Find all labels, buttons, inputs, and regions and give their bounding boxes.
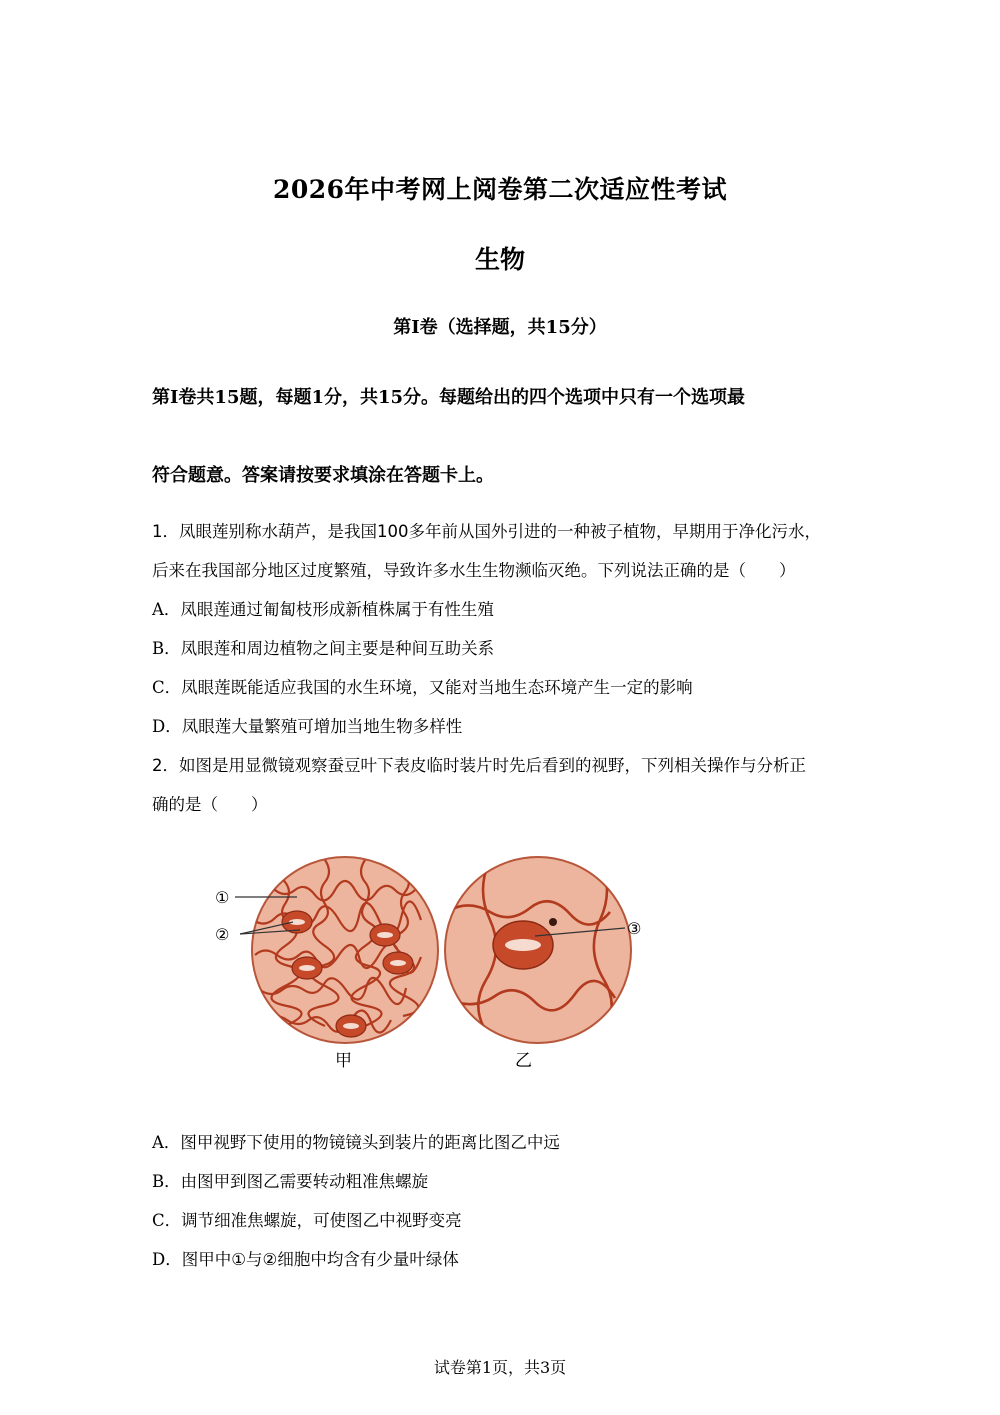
option-text: 凤眼莲大量繁殖可增加当地生物多样性 <box>181 717 463 736</box>
q1-stem-line-2: 后来在我国部分地区过度繁殖，导致许多水生生物濒临灭绝。下列说法正确的是（ ） <box>152 561 796 580</box>
q1-stem-line-1: 1．凤眼莲别称水葫芦，是我国100多年前从国外引进的一种被子植物，早期用于净化污水， <box>152 522 821 541</box>
q1-option-a[interactable] <box>152 596 494 620</box>
q1-option-d[interactable] <box>152 713 462 737</box>
option-label: D． <box>152 1250 182 1269</box>
caption-jia: 甲 <box>335 1051 352 1071</box>
option-label: A． <box>152 600 181 619</box>
option-text: 凤眼莲和周边植物之间主要是种间互助关系 <box>180 639 495 658</box>
field-yi-view <box>445 857 631 1043</box>
label-3: ③ <box>627 919 642 938</box>
label-2: ② <box>215 925 230 944</box>
option-label: B． <box>152 1172 181 1191</box>
microscope-figure <box>205 850 655 1080</box>
option-text: 凤眼莲通过匍匐枝形成新植株属于有性生殖 <box>180 600 494 619</box>
option-text: 图甲视野下使用的物镜镜头到装片的距离比图乙中远 <box>180 1133 560 1152</box>
field-jia-view <box>252 857 438 1043</box>
page-footer: 试卷第1页，共3页 <box>433 1358 567 1377</box>
option-text: 调节细准焦螺旋，可使图乙中视野变亮 <box>181 1211 462 1230</box>
option-text: 图甲中①与②细胞中均含有少量叶绿体 <box>181 1250 459 1269</box>
q2-option-d[interactable] <box>152 1246 459 1270</box>
option-text: 由图甲到图乙需要转动粗准焦螺旋 <box>180 1172 429 1191</box>
q2-option-b[interactable] <box>152 1168 428 1192</box>
option-label: C． <box>152 1211 182 1230</box>
subject-title: 生物 <box>474 245 525 274</box>
q2-stem-line-1: 2．如图是用显微镜观察蚕豆叶下表皮临时装片时先后看到的视野，下列相关操作与分析正 <box>152 756 806 775</box>
option-label: C． <box>152 678 182 697</box>
section-title: 第Ⅰ卷（选择题，共15分） <box>393 317 607 338</box>
instruction-line-2: 符合题意。答案请按要求填涂在答题卡上。 <box>152 465 494 486</box>
option-label: A． <box>152 1133 181 1152</box>
caption-yi: 乙 <box>515 1051 532 1071</box>
option-label: D． <box>152 717 182 736</box>
q2-stem-line-2: 确的是（ ） <box>152 795 268 814</box>
q2-option-c[interactable] <box>152 1207 462 1231</box>
q1-option-b[interactable] <box>152 635 494 659</box>
q1-option-c[interactable] <box>152 674 693 698</box>
instruction-line-1: 第Ⅰ卷共15题，每题1分，共15分。每题给出的四个选项中只有一个选项最 <box>152 387 746 408</box>
exam-title: 2026年中考网上阅卷第二次适应性考试 <box>272 175 728 204</box>
q2-option-a[interactable] <box>152 1129 560 1153</box>
option-text: 凤眼莲既能适应我国的水生环境，又能对当地生态环境产生一定的影响 <box>181 678 693 697</box>
label-1: ① <box>215 888 230 907</box>
option-label: B． <box>152 639 181 658</box>
